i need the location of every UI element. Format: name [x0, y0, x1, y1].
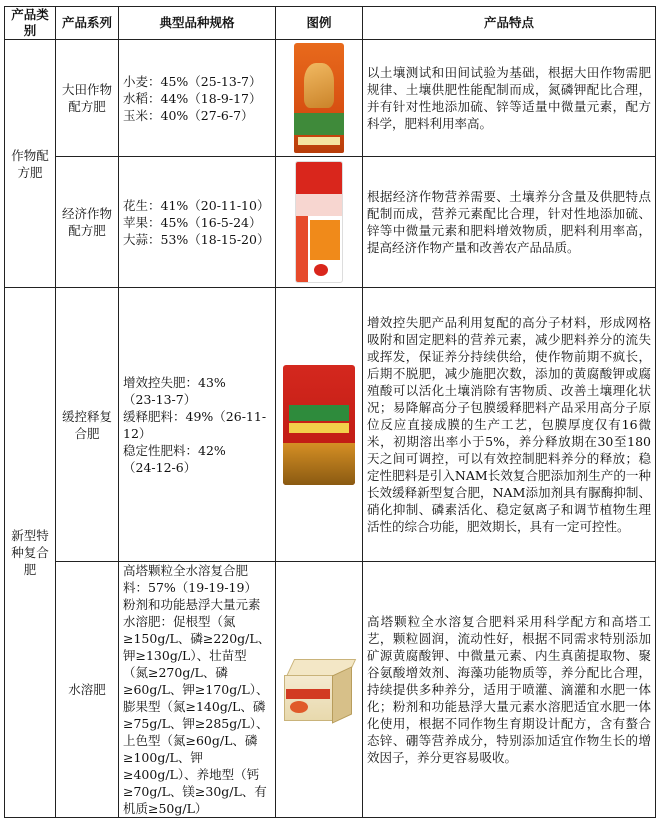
spec-cell [119, 288, 276, 562]
series-cell: 缓控释复合肥 [56, 288, 119, 562]
features-cell: 根据经济作物营养需要、土壤养分含量及供肥特点配制而成，营养元素配比合理，针对性地添加硫、锌等中微量元素和肥料增效物质，肥料利用率高，提高经济作物产量和改善农产品品质。 [363, 157, 656, 288]
category-cell: 作物配方肥 [5, 40, 56, 288]
fertilizer-bag-orange-icon [294, 43, 344, 153]
series-cell: 经济作物配方肥 [56, 157, 119, 288]
features-cell: 高塔颗粒全水溶复合肥料采用科学配方和高塔工艺，颗粒圆润，流动性好，根据不同需求特别添加矿源黄腐酸钾、中微量元素、内生真菌提取物、聚谷氨酸增效剂、海藻功能物质等，养分配比合理，持续提供多种养分，适用于喷灌、滴灌和水肥一体化；粉剂和功能悬浮大量元素水溶肥适宜水肥一体化使用，根据不同作物生育期设计配方，含有螯合态锌、硼等营养成分，特别添加适宜作物生长的增效因子，养分更容易吸收。 [363, 562, 656, 818]
table-row [5, 288, 656, 562]
product-table [4, 6, 656, 818]
spec-line: 高塔颗粒全水溶复合肥料：57%（19-19-19） [123, 563, 257, 595]
spec-line: 玉米：40%（27-6-7） [123, 107, 254, 123]
header-row [5, 7, 656, 40]
fertilizer-bag-white-red-icon [295, 161, 343, 283]
image-cell [276, 562, 363, 818]
spec-line: 花生：41%（20-11-10） [123, 197, 270, 213]
spec-line: 粉剂和功能悬浮大量元素水溶肥：促根型（氮≥150g/L、磷≥220g/L、钾≥130g/L）、壮苗型（氮≥270g/L、磷≥60g/L、钾≥170g/L）、膨果型（氮≥140g/L、磷≥75g/L、钾≥285g/L）、上色型（氮≥60g/L、磷≥100g/L、钾≥400g/L）、养地型（钙≥70g/L、镁≥30g/L、有机质≥50g/L） [123, 597, 271, 816]
features-cell: 增效控失肥产品利用复配的高分子材料，形成网格吸附和固定肥料的营养元素，减少肥料养分的流失或挥发，保证养分持续供给，使作物前期不疯长，后期不脱肥，减少施肥次数，添加的黄腐酸钾或腐殖酸可以活化土壤消除有害物质、改善土壤理化状况；易降解高分子包膜缓释肥料产品采用高分子原位反应直接成膜的生产工艺，包膜厚度仅有16微米，初期溶出率小于5%，养分释放期在30至180天之间可调控，可以有效控制肥料养分的释放；稳定性肥料是引入NAM长效复合肥添加剂生产的一种长效缓释新型复合肥，NAM添加剂具有脲酶抑制、硝化抑制、磷素活化、稳定氨离子和调节植物生理活性的综合功能，肥效期长，具有一定可控性。 [363, 288, 656, 562]
image-cell [276, 157, 363, 288]
spec-line: （24-12-6） [123, 459, 197, 475]
spec-cell [119, 157, 276, 288]
spec-line: 大蒜：53%（18-15-20） [123, 231, 270, 247]
spec-line: 苹果：45%（16-5-24） [123, 214, 262, 230]
image-cell [276, 288, 363, 562]
image-cell [276, 40, 363, 157]
series-cell: 大田作物配方肥 [56, 40, 119, 157]
spec-cell [119, 562, 276, 818]
fertilizer-bag-red-icon [283, 365, 355, 485]
header-features: 产品特点 [363, 7, 656, 40]
header-category: 产品类别 [5, 7, 56, 40]
series-cell: 水溶肥 [56, 562, 119, 818]
table-row [5, 562, 656, 818]
header-series: 产品系列 [56, 7, 119, 40]
spec-line: 缓释肥料：49%（26-11-12） [123, 408, 267, 441]
header-spec: 典型品种规格 [119, 7, 276, 40]
spec-line: （23-13-7） [123, 391, 197, 407]
header-image: 图例 [276, 7, 363, 40]
features-cell: 以土壤测试和田间试验为基础，根据大田作物需肥规律、土壤供肥性能配制而成，氮磷钾配比合理，并有针对性地添加硫、锌等适量中微量元素，配方科学，肥料利用率高。 [363, 40, 656, 157]
category-cell: 新型特种复合肥 [5, 288, 56, 818]
spec-line: 增效控失肥：43% [123, 374, 226, 390]
table-row [5, 40, 656, 157]
fertilizer-box-icon [284, 659, 354, 721]
table-row [5, 157, 656, 288]
spec-cell [119, 40, 276, 157]
spec-line: 水稻：44%（18-9-17） [123, 90, 262, 106]
spec-line: 小麦：45%（25-13-7） [123, 73, 262, 89]
spec-line: 稳定性肥料：42% [123, 442, 226, 458]
